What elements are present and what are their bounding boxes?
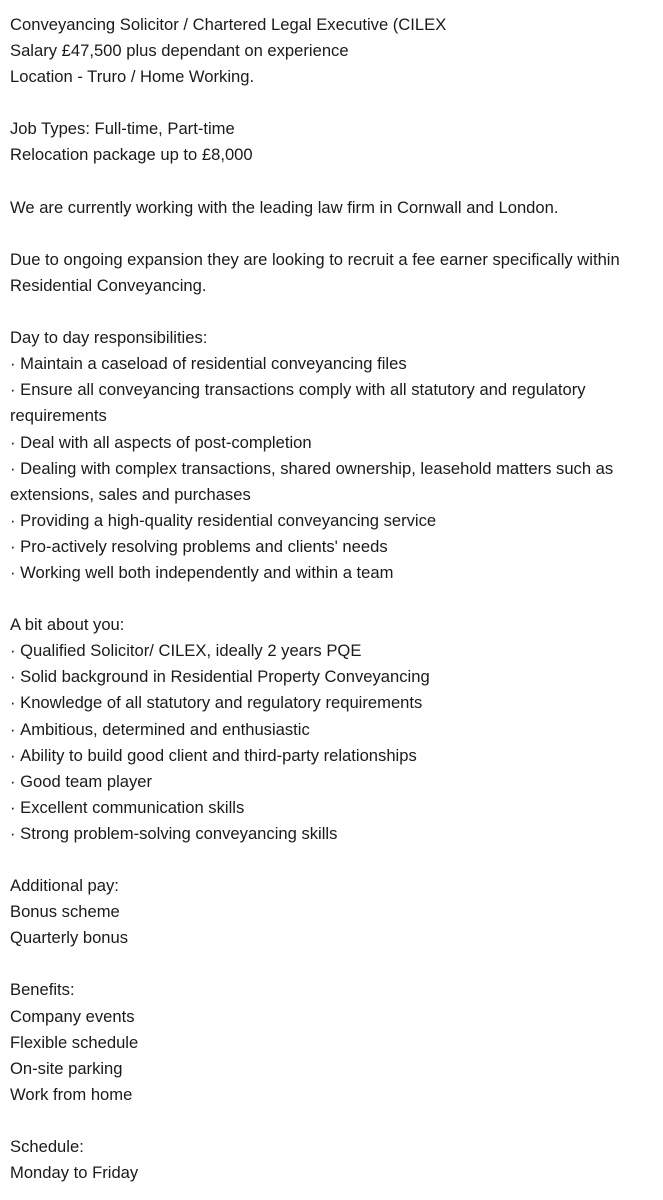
spacer [10, 1108, 660, 1134]
spacer [10, 951, 660, 977]
spacer [10, 586, 660, 612]
benefit-item: Work from home [10, 1084, 133, 1104]
additional-pay-item: Bonus scheme [10, 902, 120, 922]
relocation-line: Relocation package up to £8,000 [10, 145, 253, 165]
responsibility-item: · Deal with all aspects of post-completion [10, 430, 660, 456]
job-types-line: Job Types: Full-time, Part-time [10, 119, 235, 139]
spacer [10, 847, 660, 873]
spacer [10, 169, 660, 195]
spacer [10, 299, 660, 325]
location-line: Location - Truro / Home Working. [10, 67, 255, 87]
responsibility-item: · Working well both independently and within a team [10, 560, 660, 586]
spacer [10, 221, 660, 247]
benefit-item: On-site parking [10, 1058, 123, 1078]
schedule-item: Monday to Friday [10, 1163, 139, 1183]
requirement-item: · Good team player [10, 769, 660, 795]
job-title: Conveyancing Solicitor / Chartered Legal Executive (CILEX [10, 15, 447, 34]
additional-pay-item: Quarterly bonus [10, 928, 129, 948]
intro-paragraph-2: Due to ongoing expansion they are looking to recruit a fee earner specifically within Residential Conveyancing. [10, 249, 625, 295]
spacer [10, 90, 660, 116]
additional-pay-heading: Additional pay: [10, 876, 119, 896]
schedule-heading: Schedule: [10, 1137, 84, 1157]
salary-line: Salary £47,500 plus dependant on experience [10, 41, 349, 61]
responsibilities-section [10, 325, 660, 586]
benefits-heading: Benefits: [10, 980, 75, 1000]
requirement-item: · Qualified Solicitor/ CILEX, ideally 2 years PQE [10, 638, 660, 664]
responsibility-item: · Ensure all conveyancing transactions comply with all statutory and regulatory requirements [10, 377, 660, 429]
intro-paragraph-1: We are currently working with the leading law firm in Cornwall and London. [10, 197, 559, 217]
benefit-item: Flexible schedule [10, 1032, 139, 1052]
requirement-item: · Ambitious, determined and enthusiastic [10, 717, 660, 743]
responsibility-item: · Pro-actively resolving problems and clients' needs [10, 534, 660, 560]
requirement-item: · Excellent communication skills [10, 795, 660, 821]
requirement-item: · Solid background in Residential Property Conveyancing [10, 664, 660, 690]
about-you-section [10, 612, 660, 847]
benefits-section [10, 977, 660, 1107]
schedule-section [10, 1134, 660, 1186]
about-you-heading: A bit about you: [10, 615, 125, 635]
responsibilities-heading: Day to day responsibilities: [10, 328, 208, 348]
requirement-item: · Knowledge of all statutory and regulatory requirements [10, 690, 660, 716]
responsibility-item: · Dealing with complex transactions, shared ownership, leasehold matters such as extensions, sales and purchases [10, 456, 660, 508]
requirement-item: · Strong problem-solving conveyancing skills [10, 821, 660, 847]
responsibility-item: · Maintain a caseload of residential conveyancing files [10, 351, 660, 377]
benefit-item: Company events [10, 1006, 135, 1026]
responsibility-item: · Providing a high-quality residential conveyancing service [10, 508, 660, 534]
additional-pay-section [10, 873, 660, 951]
job-description [10, 12, 660, 1186]
requirement-item: · Ability to build good client and third-party relationships [10, 743, 660, 769]
